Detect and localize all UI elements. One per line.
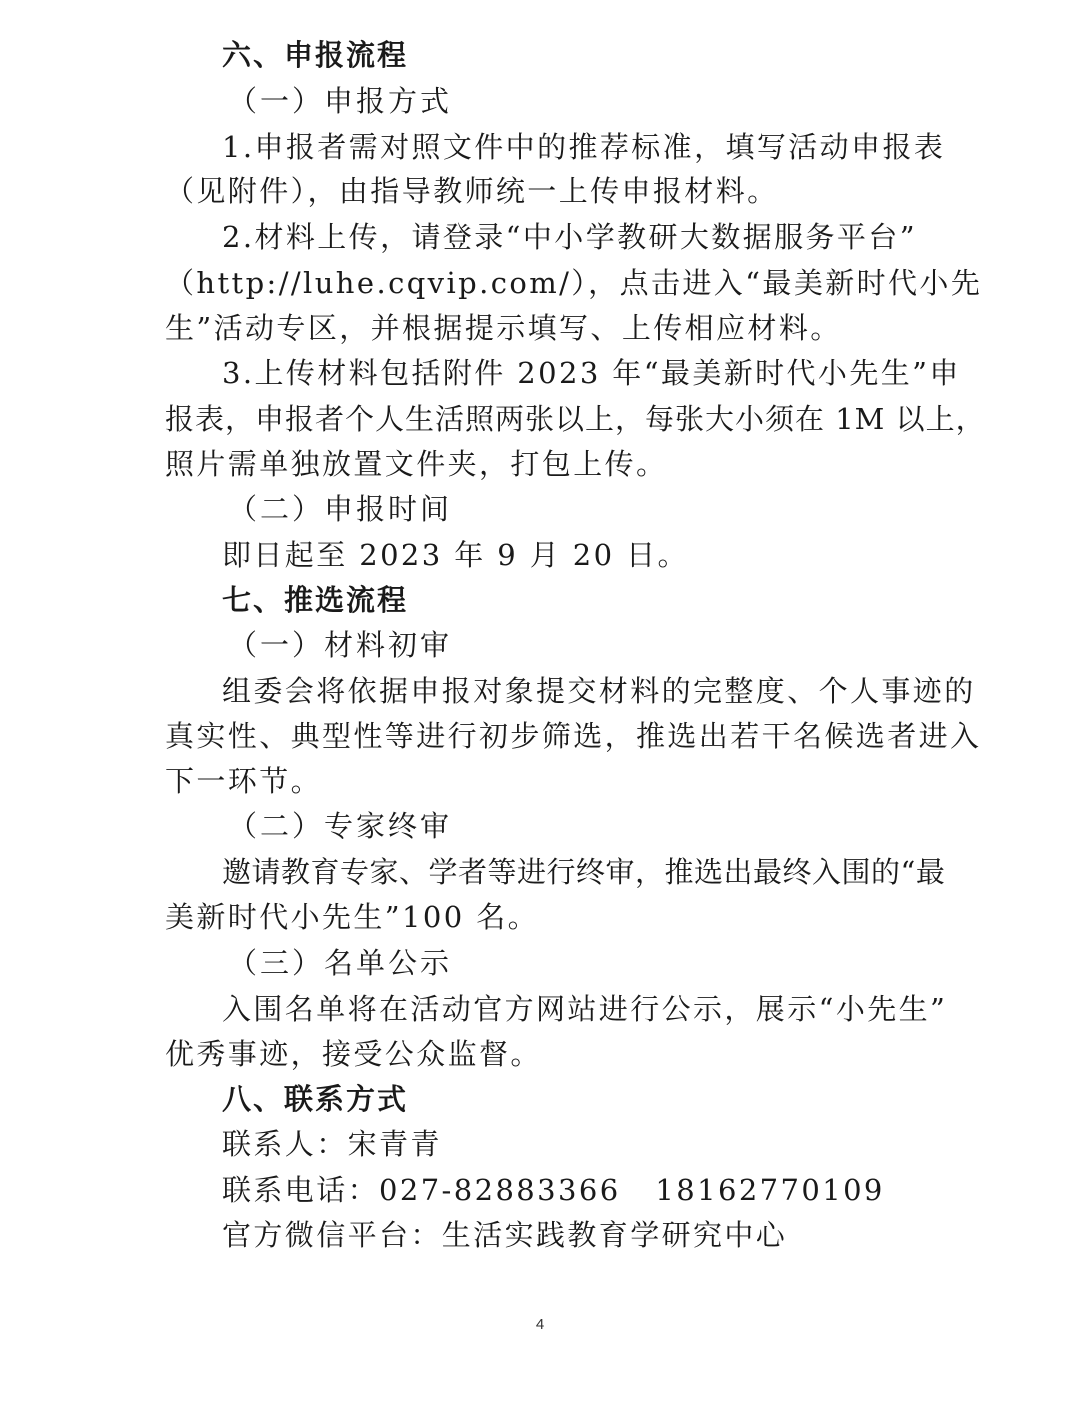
- paragraph-line: 2.材料上传，请登录“中小学教研大数据服务平台”: [222, 220, 917, 254]
- paragraph-line: 优秀事迹，接受公众监督。: [165, 1037, 542, 1071]
- paragraph-line: 真实性、典型性等进行初步筛选，推选出若干名候选者进入: [165, 719, 982, 753]
- paragraph-line: （见附件），由指导教师统一上传申报材料。: [165, 174, 779, 208]
- paragraph-line: （http://luhe.cqvip.com/），点击进入“最美新时代小先: [165, 266, 983, 300]
- paragraph-line: 3.上传材料包括附件 2023 年“最美新时代小先生”申: [222, 356, 961, 390]
- contact-person: 联系人：宋青青: [222, 1127, 442, 1161]
- subheading-final-review: （二）专家终审: [228, 809, 453, 843]
- paragraph-line: 照片需单独放置文件夹，打包上传。: [165, 447, 668, 481]
- page-number: 4: [535, 1316, 545, 1333]
- paragraph-line: 入围名单将在活动官方网站进行公示，展示“小先生”: [222, 992, 948, 1026]
- section-heading-8: 八、联系方式: [222, 1082, 409, 1116]
- contact-phone: 联系电话：027-82883366 18162770109: [222, 1173, 885, 1207]
- paragraph-line: 生”活动专区，并根据提示填写、上传相应材料。: [165, 311, 842, 345]
- subheading-time: （二）申报时间: [228, 492, 453, 526]
- contact-wechat: 官方微信平台：生活实践教育学研究中心: [222, 1218, 788, 1252]
- paragraph-line: 邀请教育专家、学者等进行终审，推选出最终入围的“最: [222, 855, 946, 889]
- subheading-publicity: （三）名单公示: [228, 946, 453, 980]
- section-heading-6: 六、申报流程: [222, 38, 409, 72]
- paragraph-line: 1.申报者需对照文件中的推荐标准，填写活动申报表: [222, 130, 946, 164]
- section-heading-7: 七、推选流程: [222, 583, 409, 617]
- paragraph-line: 即日起至 2023 年 9 月 20 日。: [222, 538, 689, 572]
- paragraph-line: 报表，申报者个人生活照两张以上，每张大小须在 1M 以上，: [165, 402, 986, 436]
- paragraph-line: 下一环节。: [165, 764, 323, 798]
- subheading-initial-review: （一）材料初审: [228, 628, 453, 662]
- subheading-method: （一）申报方式: [228, 84, 453, 118]
- paragraph-line: 美新时代小先生”100 名。: [165, 900, 539, 934]
- paragraph-line: 组委会将依据申报对象提交材料的完整度、个人事迹的: [222, 674, 976, 708]
